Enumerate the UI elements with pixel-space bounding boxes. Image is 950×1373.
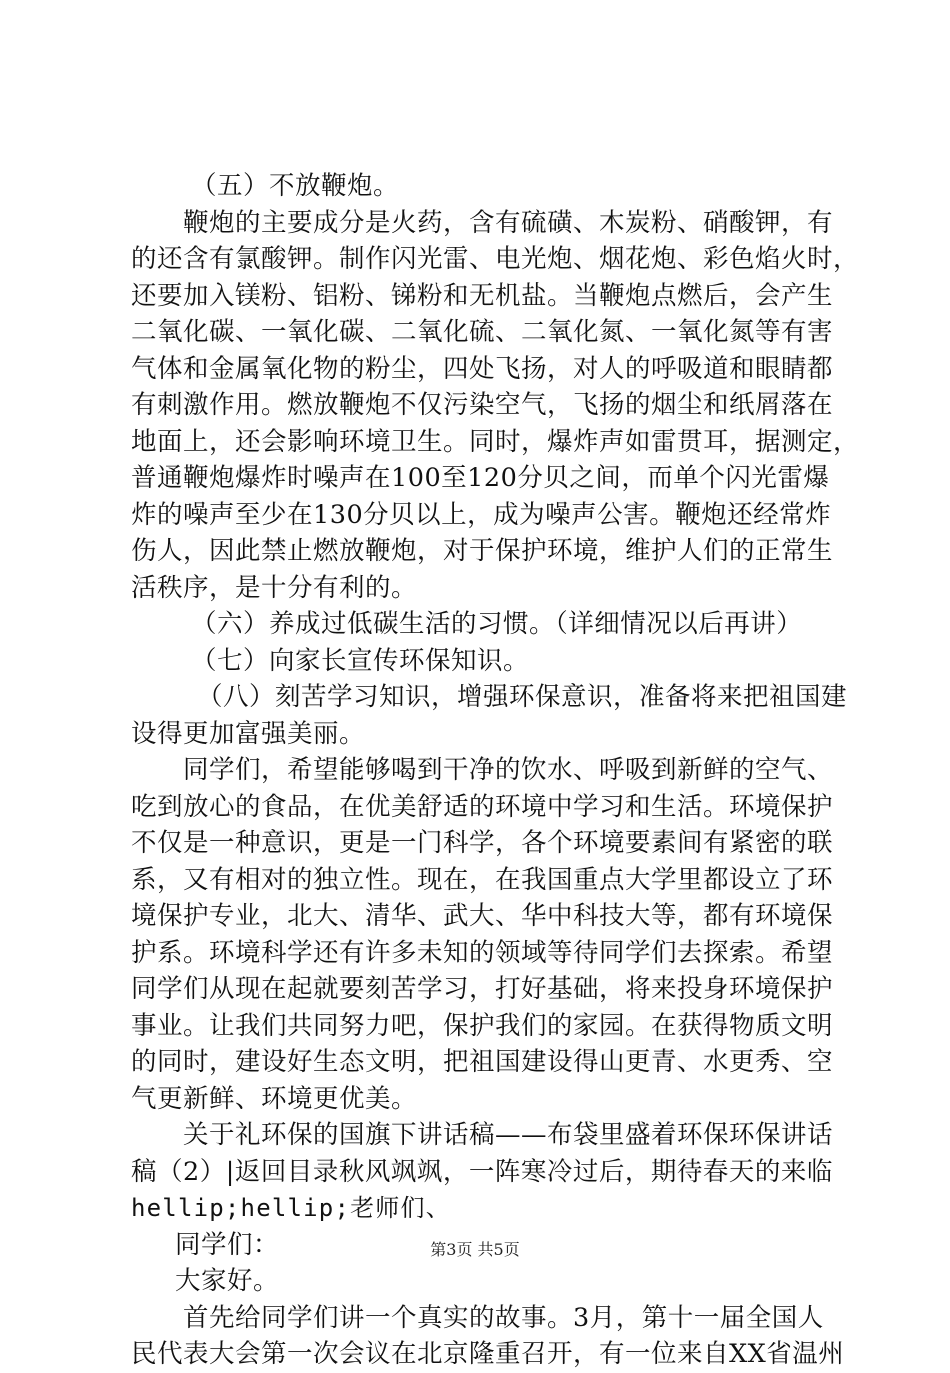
text-line: 气体和金属氧化物的粉尘，四处飞扬，对人的呼吸道和眼睛都 xyxy=(131,353,834,384)
page-number-footer: 第3页 共5页 xyxy=(430,1240,520,1259)
text-line: 二氧化碳、一氧化碳、二氧化硫、二氧化氮、一氧化氮等有害 xyxy=(131,317,834,347)
text-line: 有刺激作用。燃放鞭炮不仅污染空气，飞扬的烟尘和纸屑落在 xyxy=(131,390,834,420)
text-line: 还要加入镁粉、铝粉、锑粉和无机盐。当鞭炮点燃后，会产生 xyxy=(131,280,834,311)
text-line: 民代表大会第一次会议在北京隆重召开，有一位来自XX省温州 xyxy=(131,1339,845,1369)
text-line: 炸的噪声至少在130分贝以上，成为噪声公害。鞭炮还经常炸 xyxy=(131,499,832,530)
text-line: 境保护专业，北大、清华、武大、华中科技大等，都有环境保 xyxy=(131,901,834,931)
text-line: 护系。环境科学还有许多未知的领域等待同学们去探索。希望 xyxy=(131,937,834,968)
text-line: 气更新鲜、环境更优美。 xyxy=(131,1083,418,1114)
text-line: 伤人，因此禁止燃放鞭炮，对于保护环境，维护人们的正常生 xyxy=(131,536,834,566)
text-line: 活秩序，是十分有利的。 xyxy=(131,572,418,603)
text-line: 系，又有相对的独立性。现在，在我国重点大学里都设立了环 xyxy=(131,864,834,895)
text-line: 同学们从现在起就要刻苦学习，打好基础，将来投身环境保护 xyxy=(131,974,834,1004)
text-line: （五）不放鞭炮。 xyxy=(191,171,400,201)
text-line: 同学们，希望能够喝到干净的饮水、呼吸到新鲜的空气、 xyxy=(183,755,834,785)
text-line: 地面上，还会影响环境卫生。同时，爆炸声如雷贯耳，据测定， xyxy=(131,426,860,457)
text-line: 首先给同学们讲一个真实的故事。3月，第十一届全国人 xyxy=(183,1302,824,1333)
text-line: 不仅是一种意识，更是一门科学，各个环境要素间有紧密的联 xyxy=(131,828,834,858)
text-line: hellip;hellip;老师们、 xyxy=(131,1194,451,1222)
text-line: 鞭炮的主要成分是火药，含有硫磺、木炭粉、硝酸钾，有 xyxy=(183,207,834,238)
text-line: 大家好。 xyxy=(175,1266,280,1296)
text-line: （八）刻苦学习知识，增强环保意识，准备将来把祖国建 xyxy=(197,682,848,712)
text-line: 的同时，建设好生态文明，把祖国建设得山更青、水更秀、空 xyxy=(131,1047,834,1077)
text-line: 稿（2）|返回目录秋风飒飒，一阵寒冷过后，期待春天的来临 xyxy=(131,1156,833,1187)
text-line: 吃到放心的食品，在优美舒适的环境中学习和生活。环境保护 xyxy=(131,791,834,822)
text-line: 关于礼环保的国旗下讲话稿——布袋里盛着环保环保讲话 xyxy=(183,1120,834,1150)
text-line: 事业。让我们共同努力吧，保护我们的家园。在获得物质文明 xyxy=(131,1010,834,1041)
text-line: 同学们： xyxy=(175,1229,280,1260)
text-line: 设得更加富强美丽。 xyxy=(131,718,366,749)
text-line: 的还含有氯酸钾。制作闪光雷、电光炮、烟花炮、彩色焰火时， xyxy=(131,244,860,274)
document-body xyxy=(131,168,860,1373)
text-line: 普通鞭炮爆炸时噪声在100至120分贝之间，而单个闪光雷爆 xyxy=(131,463,830,493)
text-line: （六）养成过低碳生活的习惯。（详细情况以后再讲） xyxy=(191,609,803,639)
text-line: （七）向家长宣传环保知识。 xyxy=(191,645,530,676)
